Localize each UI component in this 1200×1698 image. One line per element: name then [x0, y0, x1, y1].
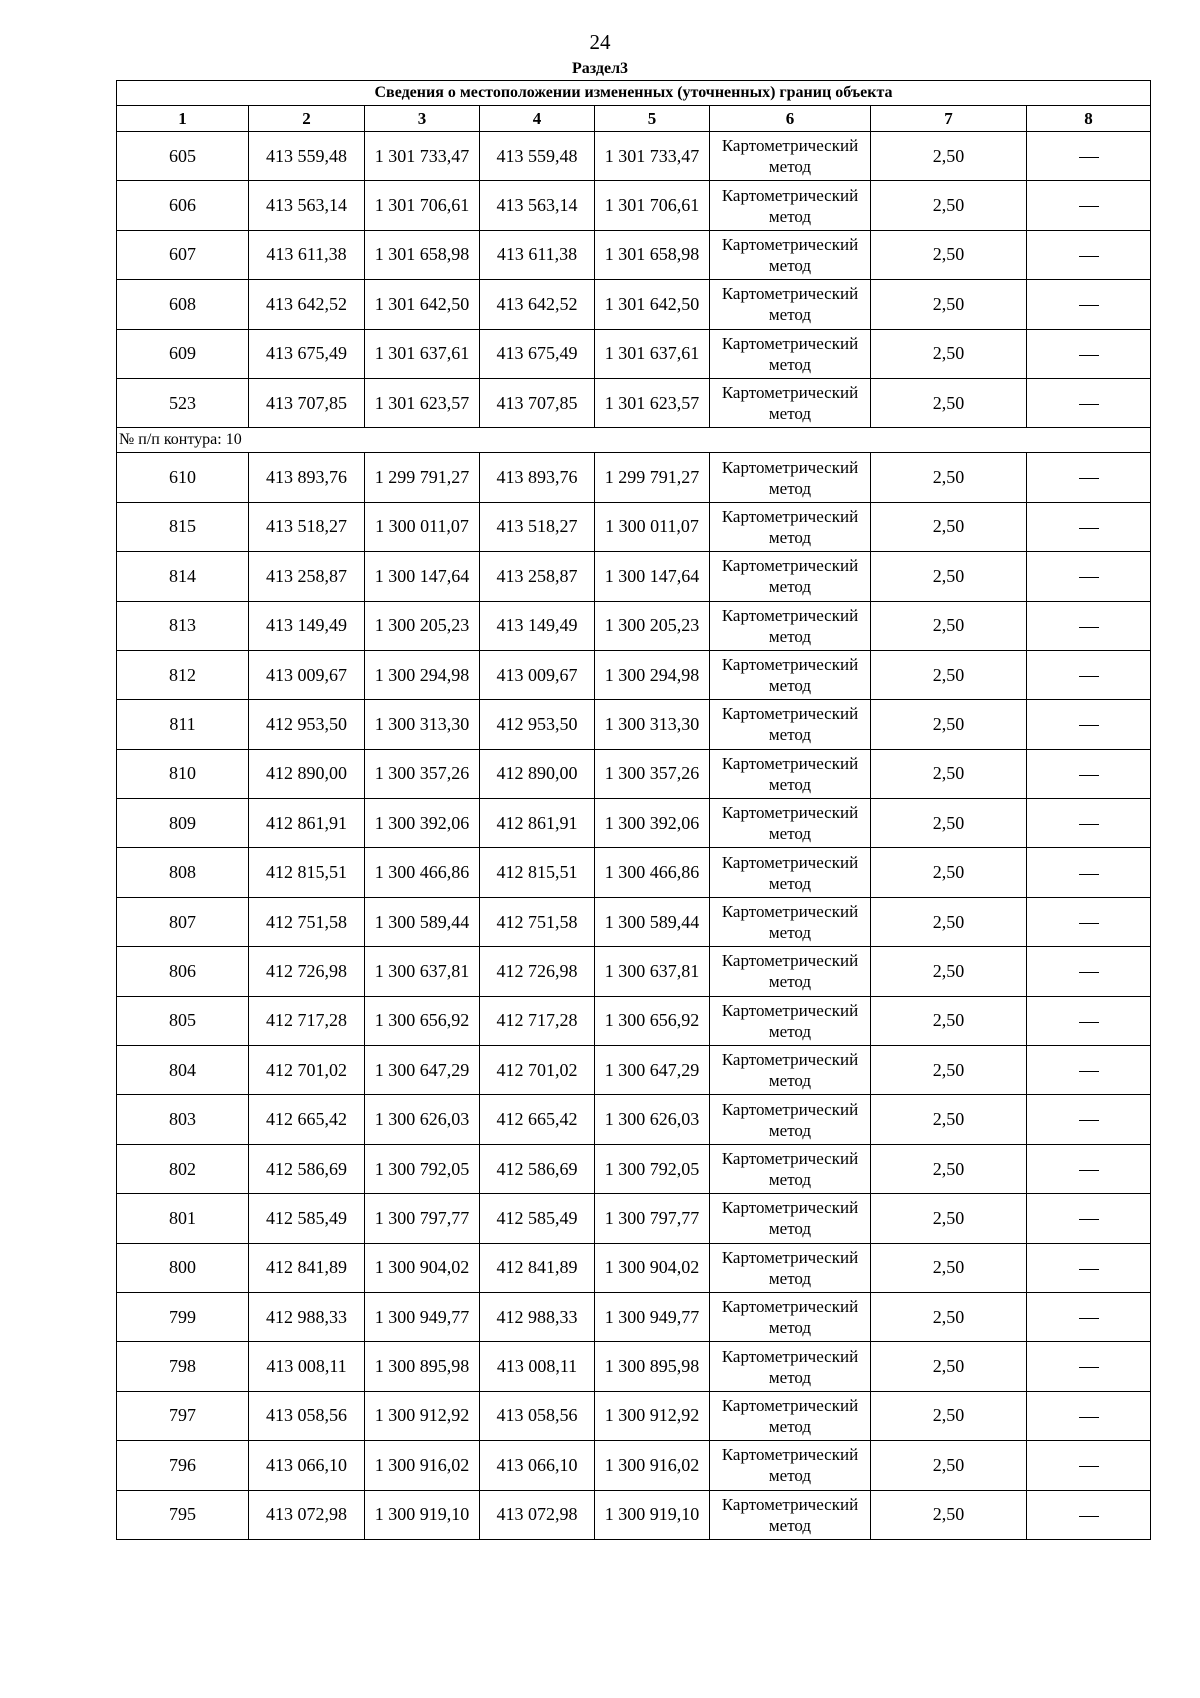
- cell-method: Картометрический метод: [710, 502, 871, 551]
- cell-accuracy: 2,50: [871, 181, 1027, 230]
- cell-x-old: 412 665,42: [249, 1095, 365, 1144]
- cell-method: Картометрический метод: [710, 1095, 871, 1144]
- cell-x-old: 413 563,14: [249, 181, 365, 230]
- cell-x-old: 413 058,56: [249, 1391, 365, 1440]
- cell-point-number: 795: [117, 1490, 249, 1539]
- cell-x-new: 412 585,49: [480, 1194, 595, 1243]
- cell-x-new: 413 642,52: [480, 280, 595, 329]
- cell-method: Картометрический метод: [710, 552, 871, 601]
- dash-mark: [1079, 874, 1099, 875]
- cell-note: [1027, 280, 1151, 329]
- cell-accuracy: 2,50: [871, 280, 1027, 329]
- column-number: 5: [595, 106, 710, 132]
- cell-y-old: 1 300 912,92: [365, 1391, 480, 1440]
- cell-x-old: 412 953,50: [249, 700, 365, 749]
- cell-x-old: 412 726,98: [249, 947, 365, 996]
- cell-point-number: 806: [117, 947, 249, 996]
- dash-mark: [1079, 1170, 1099, 1171]
- cell-method: Картометрический метод: [710, 897, 871, 946]
- table-row: [117, 1342, 1151, 1391]
- cell-note: [1027, 1144, 1151, 1193]
- cell-y-new: 1 300 912,92: [595, 1391, 710, 1440]
- cell-x-new: 413 563,14: [480, 181, 595, 230]
- cell-y-new: 1 300 895,98: [595, 1342, 710, 1391]
- table-row: [117, 378, 1151, 427]
- cell-x-new: 412 717,28: [480, 996, 595, 1045]
- cell-method: Картометрический метод: [710, 650, 871, 699]
- cell-y-old: 1 300 916,02: [365, 1441, 480, 1490]
- table-row: [117, 502, 1151, 551]
- cell-note: [1027, 1342, 1151, 1391]
- table-row: [117, 181, 1151, 230]
- cell-x-old: 412 585,49: [249, 1194, 365, 1243]
- cell-method: Картометрический метод: [710, 1292, 871, 1341]
- cell-accuracy: 2,50: [871, 1490, 1027, 1539]
- cell-y-old: 1 300 294,98: [365, 650, 480, 699]
- cell-x-new: 412 988,33: [480, 1292, 595, 1341]
- dash-mark: [1079, 355, 1099, 356]
- cell-x-old: 412 586,69: [249, 1144, 365, 1193]
- cell-y-old: 1 300 792,05: [365, 1144, 480, 1193]
- cell-x-new: 413 066,10: [480, 1441, 595, 1490]
- cell-note: [1027, 181, 1151, 230]
- cell-point-number: 813: [117, 601, 249, 650]
- table-body: [117, 81, 1151, 1540]
- cell-x-old: 413 518,27: [249, 502, 365, 551]
- cell-note: [1027, 329, 1151, 378]
- cell-point-number: 815: [117, 502, 249, 551]
- cell-method: Картометрический метод: [710, 132, 871, 181]
- dash-mark: [1079, 206, 1099, 207]
- cell-y-old: 1 300 797,77: [365, 1194, 480, 1243]
- cell-x-new: 412 701,02: [480, 1046, 595, 1095]
- cell-x-new: 412 586,69: [480, 1144, 595, 1193]
- cell-x-new: 413 009,67: [480, 650, 595, 699]
- dash-mark: [1079, 478, 1099, 479]
- table-row: [117, 650, 1151, 699]
- cell-method: Картометрический метод: [710, 329, 871, 378]
- cell-x-new: 412 815,51: [480, 848, 595, 897]
- cell-y-new: 1 300 797,77: [595, 1194, 710, 1243]
- cell-x-new: 413 893,76: [480, 453, 595, 502]
- cell-y-new: 1 300 647,29: [595, 1046, 710, 1095]
- dash-mark: [1079, 1318, 1099, 1319]
- cell-x-new: 413 058,56: [480, 1391, 595, 1440]
- table-row: [117, 996, 1151, 1045]
- table-caption: Сведения о местоположении измененных (уточненных) границ объекта: [117, 81, 1151, 106]
- table-row: [117, 280, 1151, 329]
- cell-point-number: 812: [117, 650, 249, 699]
- cell-point-number: 807: [117, 897, 249, 946]
- cell-note: [1027, 1243, 1151, 1292]
- cell-x-old: 413 072,98: [249, 1490, 365, 1539]
- cell-point-number: 800: [117, 1243, 249, 1292]
- cell-method: Картометрический метод: [710, 378, 871, 427]
- cell-note: [1027, 230, 1151, 279]
- cell-y-new: 1 301 642,50: [595, 280, 710, 329]
- section-title: Раздел3: [571, 60, 629, 77]
- dash-mark: [1079, 824, 1099, 825]
- dash-mark: [1079, 256, 1099, 257]
- cell-x-new: 412 751,58: [480, 897, 595, 946]
- cell-note: [1027, 749, 1151, 798]
- cell-method: Картометрический метод: [710, 601, 871, 650]
- cell-method: Картометрический метод: [710, 1342, 871, 1391]
- cell-y-old: 1 300 011,07: [365, 502, 480, 551]
- cell-note: [1027, 378, 1151, 427]
- cell-point-number: 802: [117, 1144, 249, 1193]
- table-row: [117, 749, 1151, 798]
- cell-y-old: 1 301 706,61: [365, 181, 480, 230]
- cell-point-number: 801: [117, 1194, 249, 1243]
- cell-accuracy: 2,50: [871, 132, 1027, 181]
- cell-y-new: 1 301 706,61: [595, 181, 710, 230]
- cell-method: Картометрический метод: [710, 1194, 871, 1243]
- cell-note: [1027, 132, 1151, 181]
- cell-y-old: 1 300 637,81: [365, 947, 480, 996]
- cell-point-number: 605: [117, 132, 249, 181]
- cell-y-new: 1 300 147,64: [595, 552, 710, 601]
- coordinates-table: [116, 80, 1151, 1540]
- cell-x-old: 412 841,89: [249, 1243, 365, 1292]
- cell-point-number: 608: [117, 280, 249, 329]
- dash-mark: [1079, 1219, 1099, 1220]
- cell-y-old: 1 300 626,03: [365, 1095, 480, 1144]
- cell-point-number: 814: [117, 552, 249, 601]
- cell-x-old: 412 890,00: [249, 749, 365, 798]
- table-row: [117, 1292, 1151, 1341]
- dash-mark: [1079, 775, 1099, 776]
- table-row: [117, 601, 1151, 650]
- cell-accuracy: 2,50: [871, 1095, 1027, 1144]
- cell-x-old: 412 701,02: [249, 1046, 365, 1095]
- cell-point-number: 805: [117, 996, 249, 1045]
- column-number: 4: [480, 106, 595, 132]
- cell-accuracy: 2,50: [871, 1144, 1027, 1193]
- dash-mark: [1079, 528, 1099, 529]
- cell-y-new: 1 300 205,23: [595, 601, 710, 650]
- dash-mark: [1079, 972, 1099, 973]
- cell-y-new: 1 300 916,02: [595, 1441, 710, 1490]
- cell-y-old: 1 300 904,02: [365, 1243, 480, 1292]
- cell-point-number: 809: [117, 799, 249, 848]
- cell-point-number: 797: [117, 1391, 249, 1440]
- table-row: [117, 230, 1151, 279]
- cell-note: [1027, 700, 1151, 749]
- cell-x-old: 413 893,76: [249, 453, 365, 502]
- cell-accuracy: 2,50: [871, 552, 1027, 601]
- dash-mark: [1079, 404, 1099, 405]
- cell-note: [1027, 502, 1151, 551]
- cell-y-new: 1 300 792,05: [595, 1144, 710, 1193]
- cell-point-number: 803: [117, 1095, 249, 1144]
- dash-mark: [1079, 1417, 1099, 1418]
- dash-mark: [1079, 725, 1099, 726]
- contour-row: [117, 428, 1151, 453]
- cell-x-old: 413 675,49: [249, 329, 365, 378]
- dash-mark: [1079, 676, 1099, 677]
- cell-accuracy: 2,50: [871, 947, 1027, 996]
- dash-mark: [1079, 157, 1099, 158]
- dash-mark: [1079, 1367, 1099, 1368]
- cell-note: [1027, 996, 1151, 1045]
- cell-x-new: 413 518,27: [480, 502, 595, 551]
- cell-method: Картометрический метод: [710, 700, 871, 749]
- cell-y-old: 1 301 637,61: [365, 329, 480, 378]
- cell-x-new: 413 149,49: [480, 601, 595, 650]
- cell-y-old: 1 299 791,27: [365, 453, 480, 502]
- cell-point-number: 811: [117, 700, 249, 749]
- cell-x-old: 412 988,33: [249, 1292, 365, 1341]
- table-row: [117, 1046, 1151, 1095]
- cell-y-old: 1 300 895,98: [365, 1342, 480, 1391]
- cell-note: [1027, 848, 1151, 897]
- cell-method: Картометрический метод: [710, 1441, 871, 1490]
- cell-y-old: 1 300 147,64: [365, 552, 480, 601]
- cell-y-new: 1 301 658,98: [595, 230, 710, 279]
- cell-x-new: 412 861,91: [480, 799, 595, 848]
- dash-mark: [1079, 1516, 1099, 1517]
- cell-y-new: 1 299 791,27: [595, 453, 710, 502]
- cell-x-new: 412 726,98: [480, 947, 595, 996]
- cell-method: Картометрический метод: [710, 947, 871, 996]
- cell-x-new: 412 953,50: [480, 700, 595, 749]
- cell-y-old: 1 300 466,86: [365, 848, 480, 897]
- cell-method: Картометрический метод: [710, 280, 871, 329]
- dash-mark: [1079, 1071, 1099, 1072]
- table-row: [117, 132, 1151, 181]
- cell-y-new: 1 300 392,06: [595, 799, 710, 848]
- cell-x-old: 413 008,11: [249, 1342, 365, 1391]
- page-number: 24: [589, 30, 611, 54]
- cell-point-number: 609: [117, 329, 249, 378]
- cell-y-old: 1 300 357,26: [365, 749, 480, 798]
- cell-method: Картометрический метод: [710, 799, 871, 848]
- cell-method: Картометрический метод: [710, 749, 871, 798]
- cell-accuracy: 2,50: [871, 897, 1027, 946]
- cell-note: [1027, 453, 1151, 502]
- cell-note: [1027, 650, 1151, 699]
- cell-x-old: 413 066,10: [249, 1441, 365, 1490]
- cell-point-number: 799: [117, 1292, 249, 1341]
- dash-mark: [1079, 577, 1099, 578]
- contour-label: № п/п контура: 10: [117, 428, 1151, 453]
- cell-method: Картометрический метод: [710, 848, 871, 897]
- cell-y-old: 1 301 658,98: [365, 230, 480, 279]
- table-row: [117, 1194, 1151, 1243]
- cell-method: Картометрический метод: [710, 1391, 871, 1440]
- cell-point-number: 804: [117, 1046, 249, 1095]
- cell-note: [1027, 947, 1151, 996]
- dash-mark: [1079, 1269, 1099, 1270]
- table-caption-row: [117, 81, 1151, 106]
- cell-x-new: 413 707,85: [480, 378, 595, 427]
- cell-note: [1027, 1046, 1151, 1095]
- cell-accuracy: 2,50: [871, 230, 1027, 279]
- cell-method: Картометрический метод: [710, 181, 871, 230]
- cell-point-number: 798: [117, 1342, 249, 1391]
- cell-y-old: 1 300 949,77: [365, 1292, 480, 1341]
- cell-x-new: 412 841,89: [480, 1243, 595, 1292]
- table-row: [117, 1144, 1151, 1193]
- cell-accuracy: 2,50: [871, 650, 1027, 699]
- table-row: [117, 1391, 1151, 1440]
- cell-y-new: 1 301 733,47: [595, 132, 710, 181]
- cell-method: Картометрический метод: [710, 453, 871, 502]
- cell-method: Картометрический метод: [710, 1144, 871, 1193]
- table-row: [117, 1490, 1151, 1539]
- cell-method: Картометрический метод: [710, 1046, 871, 1095]
- table-row: [117, 1441, 1151, 1490]
- cell-y-new: 1 300 656,92: [595, 996, 710, 1045]
- cell-note: [1027, 1490, 1151, 1539]
- cell-accuracy: 2,50: [871, 453, 1027, 502]
- cell-note: [1027, 601, 1151, 650]
- cell-y-new: 1 300 919,10: [595, 1490, 710, 1539]
- cell-point-number: 606: [117, 181, 249, 230]
- cell-method: Картометрический метод: [710, 1490, 871, 1539]
- cell-point-number: 610: [117, 453, 249, 502]
- cell-y-new: 1 300 011,07: [595, 502, 710, 551]
- cell-y-old: 1 301 733,47: [365, 132, 480, 181]
- dash-mark: [1079, 1466, 1099, 1467]
- cell-note: [1027, 1095, 1151, 1144]
- cell-y-old: 1 300 647,29: [365, 1046, 480, 1095]
- cell-point-number: 796: [117, 1441, 249, 1490]
- cell-y-new: 1 300 466,86: [595, 848, 710, 897]
- cell-x-new: 413 611,38: [480, 230, 595, 279]
- cell-accuracy: 2,50: [871, 1243, 1027, 1292]
- dash-mark: [1079, 1120, 1099, 1121]
- table-row: [117, 453, 1151, 502]
- cell-y-new: 1 300 589,44: [595, 897, 710, 946]
- table-row: [117, 552, 1151, 601]
- column-number: 8: [1027, 106, 1151, 132]
- cell-x-old: 412 861,91: [249, 799, 365, 848]
- cell-point-number: 523: [117, 378, 249, 427]
- cell-y-new: 1 300 904,02: [595, 1243, 710, 1292]
- dash-mark: [1079, 923, 1099, 924]
- cell-x-new: 413 008,11: [480, 1342, 595, 1391]
- cell-accuracy: 2,50: [871, 700, 1027, 749]
- cell-accuracy: 2,50: [871, 799, 1027, 848]
- cell-method: Картометрический метод: [710, 230, 871, 279]
- cell-method: Картометрический метод: [710, 1243, 871, 1292]
- cell-note: [1027, 1441, 1151, 1490]
- cell-accuracy: 2,50: [871, 848, 1027, 897]
- dash-mark: [1079, 627, 1099, 628]
- column-number: 3: [365, 106, 480, 132]
- cell-x-old: 413 611,38: [249, 230, 365, 279]
- cell-y-old: 1 300 313,30: [365, 700, 480, 749]
- cell-accuracy: 2,50: [871, 378, 1027, 427]
- cell-x-new: 413 559,48: [480, 132, 595, 181]
- cell-accuracy: 2,50: [871, 1194, 1027, 1243]
- cell-note: [1027, 799, 1151, 848]
- cell-x-old: 413 149,49: [249, 601, 365, 650]
- column-number: 7: [871, 106, 1027, 132]
- cell-y-new: 1 300 949,77: [595, 1292, 710, 1341]
- cell-accuracy: 2,50: [871, 1292, 1027, 1341]
- cell-accuracy: 2,50: [871, 502, 1027, 551]
- column-number-row: [117, 106, 1151, 132]
- cell-note: [1027, 552, 1151, 601]
- table-row: [117, 329, 1151, 378]
- cell-x-old: 412 751,58: [249, 897, 365, 946]
- cell-point-number: 810: [117, 749, 249, 798]
- cell-x-old: 412 717,28: [249, 996, 365, 1045]
- cell-y-new: 1 300 357,26: [595, 749, 710, 798]
- table-row: [117, 1095, 1151, 1144]
- cell-note: [1027, 1194, 1151, 1243]
- table-row: [117, 1243, 1151, 1292]
- cell-x-new: 413 675,49: [480, 329, 595, 378]
- cell-y-old: 1 301 623,57: [365, 378, 480, 427]
- column-number: 2: [249, 106, 365, 132]
- table-row: [117, 700, 1151, 749]
- cell-y-old: 1 300 589,44: [365, 897, 480, 946]
- cell-accuracy: 2,50: [871, 329, 1027, 378]
- cell-x-old: 413 642,52: [249, 280, 365, 329]
- cell-x-new: 412 890,00: [480, 749, 595, 798]
- cell-x-old: 413 258,87: [249, 552, 365, 601]
- cell-x-old: 412 815,51: [249, 848, 365, 897]
- cell-accuracy: 2,50: [871, 1046, 1027, 1095]
- cell-y-new: 1 300 626,03: [595, 1095, 710, 1144]
- cell-x-new: 413 258,87: [480, 552, 595, 601]
- cell-x-old: 413 707,85: [249, 378, 365, 427]
- cell-y-new: 1 300 313,30: [595, 700, 710, 749]
- cell-y-new: 1 301 637,61: [595, 329, 710, 378]
- cell-y-new: 1 300 294,98: [595, 650, 710, 699]
- cell-note: [1027, 1292, 1151, 1341]
- cell-accuracy: 2,50: [871, 1391, 1027, 1440]
- table-row: [117, 897, 1151, 946]
- cell-y-old: 1 300 392,06: [365, 799, 480, 848]
- cell-y-old: 1 300 656,92: [365, 996, 480, 1045]
- column-number: 1: [117, 106, 249, 132]
- dash-mark: [1079, 1022, 1099, 1023]
- cell-y-new: 1 300 637,81: [595, 947, 710, 996]
- cell-x-old: 413 559,48: [249, 132, 365, 181]
- cell-x-new: 413 072,98: [480, 1490, 595, 1539]
- cell-accuracy: 2,50: [871, 1441, 1027, 1490]
- cell-accuracy: 2,50: [871, 996, 1027, 1045]
- table-row: [117, 799, 1151, 848]
- cell-note: [1027, 897, 1151, 946]
- cell-point-number: 808: [117, 848, 249, 897]
- column-number: 6: [710, 106, 871, 132]
- cell-x-new: 412 665,42: [480, 1095, 595, 1144]
- cell-method: Картометрический метод: [710, 996, 871, 1045]
- table-row: [117, 848, 1151, 897]
- cell-note: [1027, 1391, 1151, 1440]
- table-row: [117, 947, 1151, 996]
- cell-accuracy: 2,50: [871, 749, 1027, 798]
- cell-y-old: 1 300 205,23: [365, 601, 480, 650]
- cell-y-new: 1 301 623,57: [595, 378, 710, 427]
- cell-y-old: 1 301 642,50: [365, 280, 480, 329]
- cell-accuracy: 2,50: [871, 1342, 1027, 1391]
- cell-point-number: 607: [117, 230, 249, 279]
- cell-accuracy: 2,50: [871, 601, 1027, 650]
- dash-mark: [1079, 305, 1099, 306]
- cell-x-old: 413 009,67: [249, 650, 365, 699]
- cell-y-old: 1 300 919,10: [365, 1490, 480, 1539]
